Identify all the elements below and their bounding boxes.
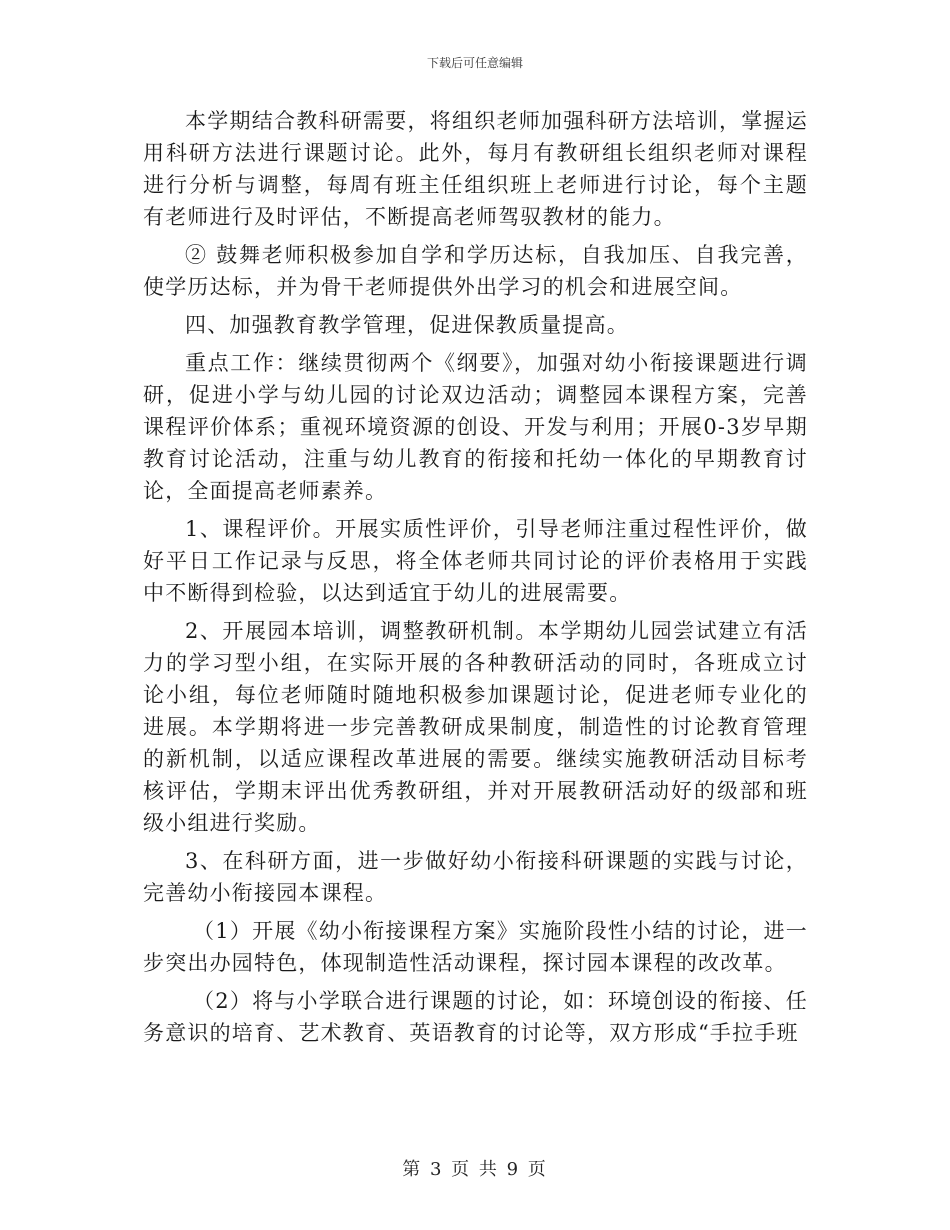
paragraph-curriculum-evaluation: 1、课程评价。开展实质性评价，引导老师注重过程性评价，做好平日工作记录与反思，将全体老师共同讨论的评价表格用于实践中不断得到检验，以达到适宜于幼儿的进展需要。 <box>143 517 808 605</box>
document-body <box>143 105 808 1055</box>
paragraph-teacher-self-study: ② 鼓舞老师积极参加自学和学历达标，自我加压、自我完善，使学历达标，并为骨干老师提供外出学习的机会和进展空间。 <box>143 243 808 299</box>
paragraph-item-1: （1）开展《幼小衔接课程方案》实施阶段性小结的讨论，进一步突出办园特色，体现制造性活动课程，探讨园本课程的改改革。 <box>143 919 808 975</box>
paragraph-research-training: 本学期结合教科研需要，将组织老师加强科研方法培训，掌握运用科研方法进行课题讨论。此外，每月有教研组长组织老师对课程进行分析与调整，每周有班主任组织班上老师进行讨论，每个主题有老师进行及时评估，不断提高老师驾驭教材的能力。 <box>143 109 808 229</box>
paragraph-school-training: 2、开展园本培训，调整教研机制。本学期幼儿园尝试建立有活力的学习型小组，在实际开展的各种教研活动的同时，各班成立讨论小组，每位老师随时随地积极参加课题讨论，促进老师专业化的进展。本学期将进一步完善教研成果制度，制造性的讨论教育管理的新机制，以适应课程改革进展的需要。继续实施教研活动目标考核评估，学期末评出优秀教研组，并对开展教研活动好的级部和班级小组进行奖励。 <box>143 619 808 835</box>
page-number-footer: 第 3 页 共 9 页 <box>402 1159 548 1180</box>
paragraph-item-2: （2）将与小学联合进行课题的讨论，如：环境创设的衔接、任务意识的培育、艺术教育、英语教育的讨论等，双方形成“手拉手班 <box>143 989 808 1045</box>
paragraph-key-work: 重点工作：继续贯彻两个《纲要》，加强对幼小衔接课题进行调研，促进小学与幼儿园的讨论双边活动；调整园本课程方案，完善课程评价体系；重视环境资源的创设、开发与利用；开展0-3岁早期教育讨论活动，注重与幼儿教育的衔接和托幼一体化的早期教育讨论，全面提高老师素养。 <box>143 351 808 503</box>
section-heading-four: 四、加强教育教学管理，促进保教质量提高。 <box>185 313 629 337</box>
paragraph-research-aspect: 3、在科研方面，进一步做好幼小衔接科研课题的实践与讨论，完善幼小衔接园本课程。 <box>143 849 808 905</box>
page-header-note: 下载后可任意编辑 <box>426 56 523 70</box>
